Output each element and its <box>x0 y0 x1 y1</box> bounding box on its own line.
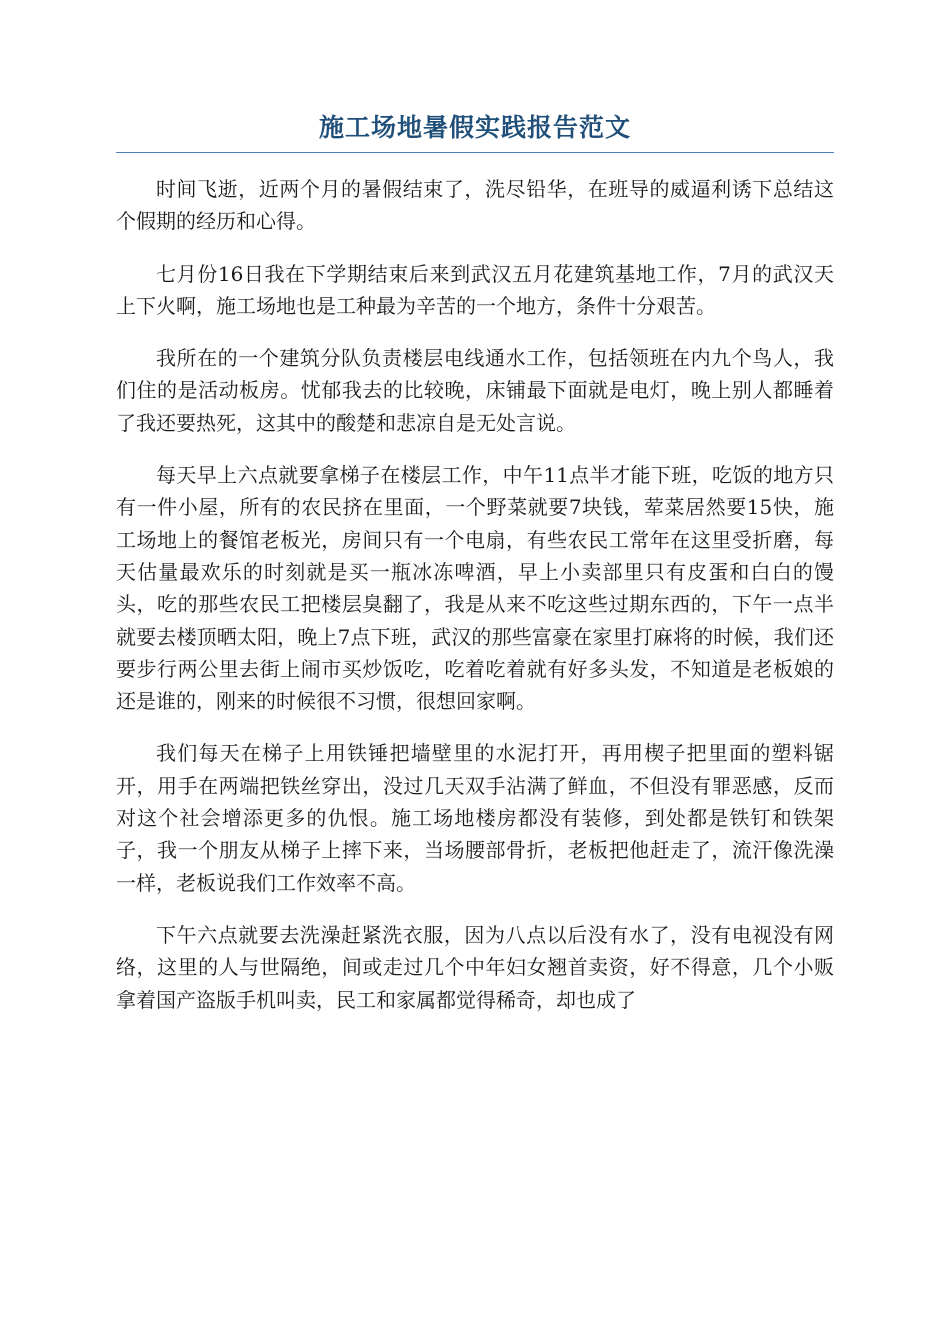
paragraph-6: 下午六点就要去洗澡赶紧洗衣服，因为八点以后没有水了，没有电视没有网络，这里的人与世隔绝，间或走过几个中年妇女翘首卖资，好不得意，几个小贩拿着国产盗版手机叫卖，民工和家属都觉得稀奇，却也成了 <box>116 922 834 1012</box>
document-title: 施工场地暑假实践报告范文 <box>318 113 631 142</box>
paragraph-5: 我们每天在梯子上用铁锤把墙壁里的水泥打开，再用楔子把里面的塑料锯开，用手在两端把铁丝穿出，没过几天双手沾满了鲜血，不但没有罪恶感，反而对这个社会增添更多的仇恨。施工场地楼房都没有装修，到处都是铁钉和铁架子，我一个朋友从梯子上摔下来，当场腰部骨折，老板把他赶走了，流汗像洗澡一样，老板说我们工作效率不高。 <box>116 741 834 895</box>
paragraph-4: 每天早上六点就要拿梯子在楼层工作，中午11点半才能下班，吃饭的地方只有一件小屋，所有的农民挤在里面，一个野菜就要7块钱，荤菜居然要15快，施工场地上的餐馆老板光，房间只有一个电扇，有些农民工常年在这里受折磨，每天估量最欢乐的时刻就是买一瓶冰冻啤酒，早上小卖部里只有皮蛋和白白的馒头，吃的那些农民工把楼层臭翻了，我是从来不吃这些过期东西的，下午一点半就要去楼顶晒太阳，晚上7点下班，武汉的那些富豪在家里打麻将的时候，我们还要步行两公里去街上闹市买炒饭吃，吃着吃着就有好多头发，不知道是老板娘的还是谁的，刚来的时候很不习惯，很想回家啊。 <box>116 463 834 714</box>
document-page <box>116 108 834 1036</box>
paragraph-2: 七月份16日我在下学期结束后来到武汉五月花建筑基地工作，7月的武汉天上下火啊，施工场地也是工种最为辛苦的一个地方，条件十分艰苦。 <box>116 261 834 318</box>
paragraph-1: 时间飞逝，近两个月的暑假结束了，洗尽铅华，在班导的威逼利诱下总结这个假期的经历和心得。 <box>116 177 834 234</box>
title-underline <box>116 152 834 153</box>
paragraph-3: 我所在的一个建筑分队负责楼层电线通水工作，包括领班在内九个鸟人，我们住的是活动板房。忧郁我去的比较晚，床铺最下面就是电灯，晚上别人都睡着了我还要热死，这其中的酸楚和悲凉自是无处言说。 <box>116 346 834 435</box>
